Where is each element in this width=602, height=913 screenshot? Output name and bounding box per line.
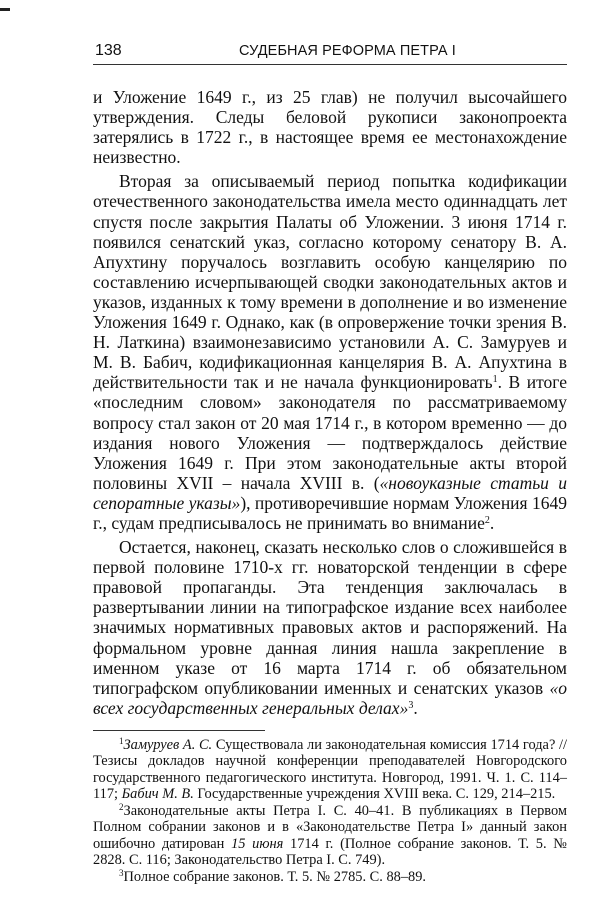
- running-title: СУДЕБНАЯ РЕФОРМА ПЕТРА I: [239, 43, 456, 59]
- quoted-term: «новоуказные статьи и сепоратные указы»: [93, 472, 567, 513]
- footnote-2: [93, 803, 567, 869]
- text-run: Полное собрание законов. Т. 5. № 2785. С. 88–89.: [123, 868, 427, 885]
- quoted-term: «о всех государственных генеральных делах»: [93, 677, 567, 718]
- footnote-1: [93, 737, 567, 803]
- author-name: Замуруев А. С.: [123, 736, 213, 753]
- text-run: Государственные учреждения XVIII века. С. 129, 214–215.: [193, 786, 556, 803]
- running-head: [93, 40, 567, 65]
- paragraph-codification: [93, 171, 567, 533]
- text-run: 1714 г. (Полное собрание законов. Т. 5. № 2828. С. 116; Законодательство Петра I. С. 749).: [93, 835, 567, 869]
- footnote-ref-3: 3: [408, 699, 414, 711]
- text-run: Остается, наконец, сказать несколько слов о сложившейся в первой половине 1710-х гг. новаторской тенденции в сфере правовой пропаганды. Эта тенденция заключалась в развертывании линии на типографское издание всех наиболее значимых нормативных правовых актов и распоряжений. На формальном уровне данная линия нашла закрепление в именном указе от 16 марта 1714 г. об обязательном типографском опубликовании именных и сенатских указов: [93, 537, 567, 698]
- page-number: 138: [95, 42, 122, 59]
- footnote-ref-1: 1: [492, 374, 498, 386]
- text-run: .: [489, 512, 495, 533]
- text-run: Законодательные акты Петра I. С. 40–41. В публикациях в Первом Полном собрании законов и в «Законодательстве Петра I» данный закон ошибочно датирован: [93, 802, 567, 852]
- scan-corner-mark: [0, 8, 10, 11]
- text-run: . В итоге «последним словом» законодателя по рассматриваемому вопросу стал закон от 20 мая 1714 г., в котором временно — до издания нового Уложения — подтверждалось действие Уложения 1649 г. При этом законодательные акты второй половины XVII – начала XVIII в. (: [93, 372, 567, 493]
- author-name: Бабич М. В.: [121, 786, 194, 803]
- footnote-divider: [93, 730, 265, 731]
- footnote-marker: 3: [119, 867, 124, 878]
- emphasized-date: 15 июня: [231, 835, 284, 852]
- text-run: ), противоречившие нормам Уложения 1649 г., судам предписывалось не принимать во внимание: [93, 492, 567, 533]
- text-run: Вторая за описываемый период попытка кодификации отечественного законодательства имела место одиннадцать лет спустя после закрытия Палаты об Уложении. 3 июня 1714 г. появился сенатский указ, согласно которому сенатору В. А. Апухтину поручалось возглавить особую канцелярию по составлению исчерпывающей сводки законодательных актов и указов, изданных к тому времени в дополнение и во изменение Уложения 1649 г. Однако, как (в опровержение точки зрения В. Н. Латкина) взаимонезависимо установили А. С. Замуруев и М. В. Бабич, кодификационная канцелярия В. А. Апухтина в действительности так и не начала функционировать: [93, 171, 567, 393]
- footnote-marker: 1: [119, 735, 124, 746]
- paragraph-propaganda: [93, 537, 567, 718]
- footnotes: [93, 737, 567, 886]
- text-run: Существовала ли законодательная комиссия 1714 года? // Тезисы докладов научной конференции преподавателей Новгородского государственного педагогического института. Новгород, 1991. Ч. 1. С. 114–117;: [93, 736, 567, 803]
- footnote-3: [93, 869, 567, 886]
- book-page: [93, 40, 567, 885]
- footnote-marker: 2: [119, 801, 124, 812]
- footnote-ref-2: 2: [484, 514, 490, 526]
- main-text: [93, 87, 567, 718]
- paragraph-continuation: и Уложение 1649 г., из 25 глав) не получил высочайшего утверждения. Следы беловой рукописи законопроекта затерялись в 1722 г., в настоящее время ее местонахождение неизвестно.: [93, 87, 567, 168]
- text-run: .: [413, 697, 418, 718]
